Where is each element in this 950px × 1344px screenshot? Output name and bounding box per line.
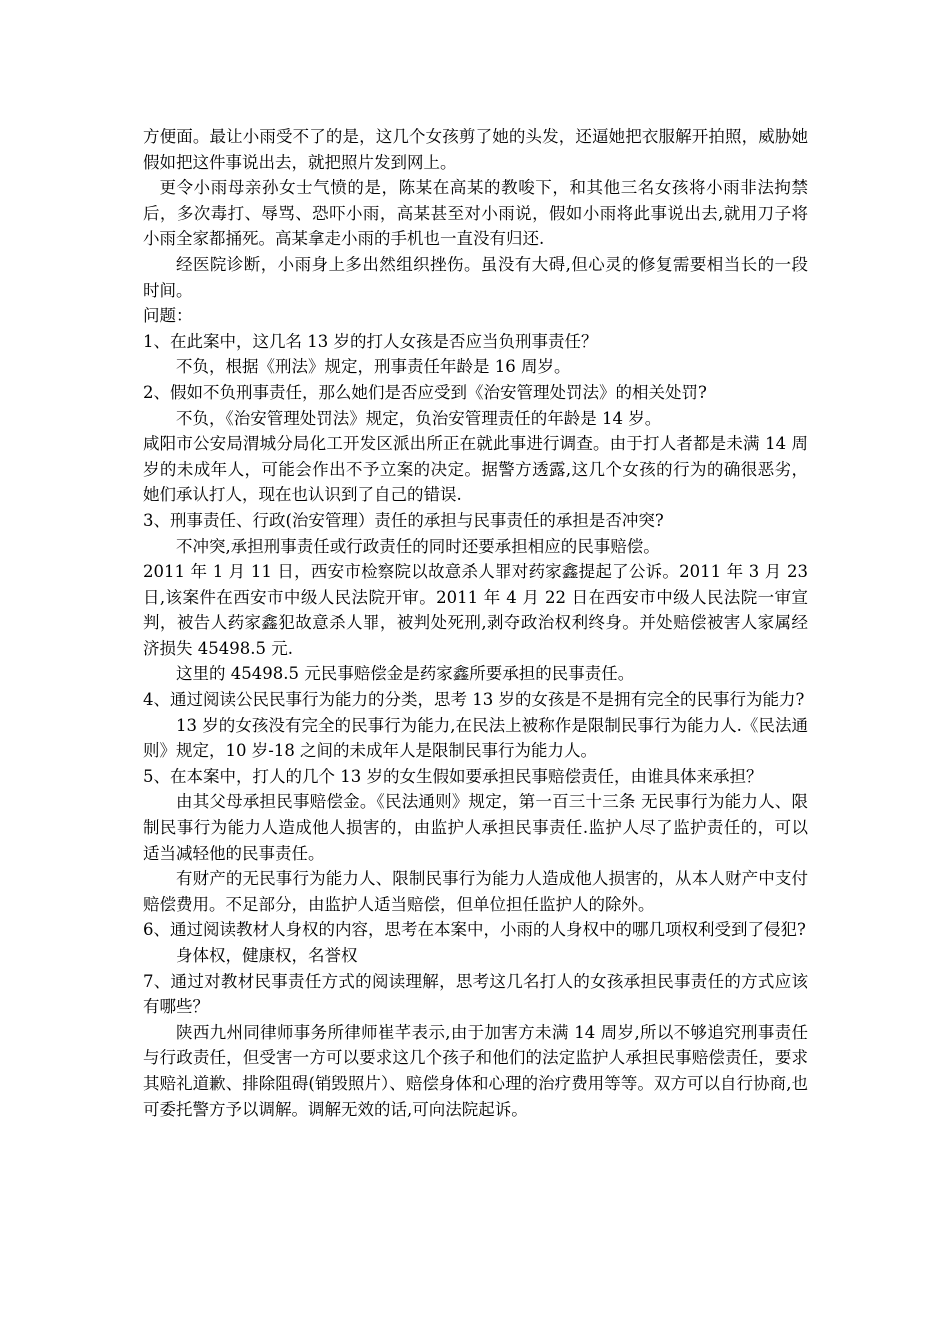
question-6: 6、通过阅读教材人身权的内容，思考在本案中，小雨的人身权中的哪几项权利受到了侵犯?	[143, 920, 806, 940]
police-note-paragraph: 咸阳市公安局渭城分局化工开发区派出所正在就此事进行调查。由于打人者都是未满 14 周岁的未成年人，可能会作出不予立案的决定。据警方透露,这几个女孩的行为的确很恶劣，她们承认打人，现在也认识到了自己的错误.	[143, 434, 808, 505]
answer-5-part-2: 有财产的无民事行为能力人、限制民事行为能力人造成他人损害的，从本人财产中支付赔偿费用。不足部分，由监护人适当赔偿，但单位担任监护人的除外。	[143, 869, 808, 914]
question-4: 4、通过阅读公民民事行为能力的分类，思考 13 岁的女孩是不是拥有完全的民事行为能力?	[143, 690, 805, 710]
answer-3: 不冲突,承担刑事责任或行政责任的同时还要承担相应的民事赔偿。	[176, 536, 660, 556]
answer-5-part-1: 由其父母承担民事赔偿金。《民法通则》规定，第一百三十三条 无民事行为能力人、限制民事行为能力人造成他人损害的，由监护人承担民事责任.监护人尽了监护责任的，可以适当减轻他的民事责任。	[143, 792, 808, 863]
question-1: 1、在此案中，这几名 13 岁的打人女孩是否应当负刑事责任？	[143, 331, 598, 351]
questions-heading: 问题：	[143, 306, 193, 326]
question-5: 5、在本案中，打人的几个 13 岁的女生假如要承担民事赔偿责任，由谁具体来承担？	[143, 766, 763, 786]
document-body	[143, 124, 808, 1122]
paragraph-story-2: 更令小雨母亲孙女士气愤的是，陈某在高某的教唆下，和其他三名女孩将小雨非法拘禁后，多次毒打、辱骂、恐吓小雨，高某甚至对小雨说，假如小雨将此事说出去,就用刀子将小雨全家都捅死。高某拿走小雨的手机也一直没有归还.	[143, 178, 808, 249]
answer-2: 不负，《治安管理处罚法》规定，负治安管理责任的年龄是 14 岁。	[176, 408, 662, 428]
case-example-note: 这里的 45498.5 元民事赔偿金是药家鑫所要承担的民事责任。	[176, 664, 635, 684]
paragraph-story-1: 方便面。最让小雨受不了的是，这几个女孩剪了她的头发，还逼她把衣服解开拍照，威胁她假如把这件事说出去，就把照片发到网上。	[143, 127, 808, 172]
question-3: 3、刑事责任、行政(治安管理）责任的承担与民事责任的承担是否冲突?	[143, 510, 664, 530]
answer-4: 13 岁的女孩没有完全的民事行为能力,在民法上被称作是限制民事行为能力人.《民法通则》规定，10 岁-18 之间的未成年人是限制民事行为能力人。	[143, 715, 808, 761]
question-7: 7、通过对教材民事责任方式的阅读理解，思考这几名打人的女孩承担民事责任的方式应该有哪些？	[143, 971, 808, 1017]
answer-7: 陕西九州同律师事务所律师崔芊表示,由于加害方未满 14 周岁,所以不够追究刑事责任与行政责任，但受害一方可以要求这几个孩子和他们的法定监护人承担民事赔偿责任，要求其赔礼道歉、排除阻碍(销毁照片）、赔偿身体和心理的治疗费用等等。双方可以自行协商,也可委托警方予以调解。调解无效的话,可向法院起诉。	[143, 1022, 808, 1119]
paragraph-story-3: 经医院诊断，小雨身上多出然组织挫伤。虽没有大碍,但心灵的修复需要相当长的一段时间。	[143, 254, 808, 300]
answer-1: 不负，根据《刑法》规定，刑事责任年龄是 16 周岁。	[176, 357, 571, 377]
answer-6: 身体权，健康权，名誉权	[176, 946, 358, 965]
question-2: 2、假如不负刑事责任，那么她们是否应受到《治安管理处罚法》的相关处罚?	[143, 382, 707, 402]
case-example-paragraph: 2011 年 1 月 11 日，西安市检察院以故意杀人罪对药家鑫提起了公诉。2011 年 3 月 23 日,该案件在西安市中级人民法院开审。2011 年 4 月 22 日在西安市中级人民法院一审宣判，被告人药家鑫犯故意杀人罪，被判处死刑,剥夺政治权利终身。并处赔偿被害人家属经济损失 45498.5 元.	[143, 562, 808, 658]
